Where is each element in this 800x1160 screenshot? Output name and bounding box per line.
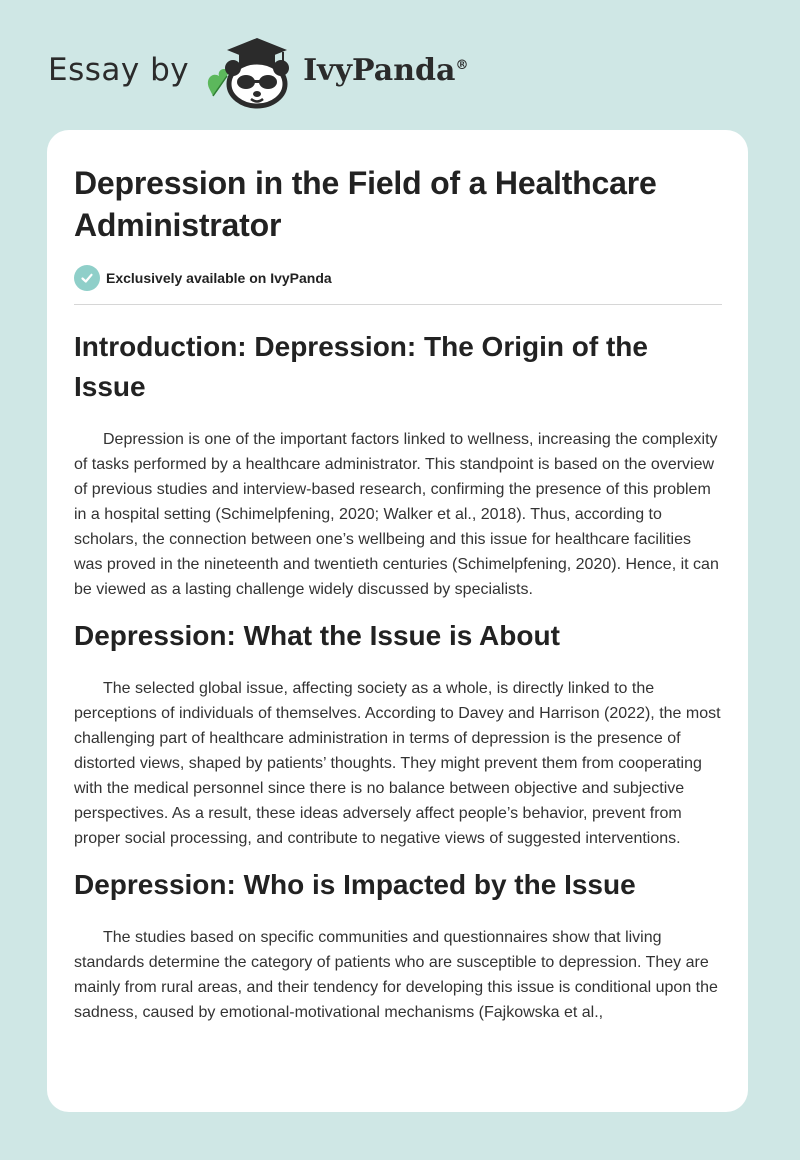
checkmark-icon xyxy=(74,265,100,291)
badge-text: Exclusively available on IvyPanda xyxy=(106,270,332,286)
section-heading: Depression: Who is Impacted by the Issue xyxy=(74,869,636,900)
brand-prefix: Essay by xyxy=(48,52,190,88)
section-paragraph: The studies based on specific communities and questionnaires show that living standards determine the category of patients who are susceptible to depression. They are mainly from rural areas, and their tendency for developing this issue is conditional upon the sadness, caused by emotional-motivational mechanisms (Fajkowska et al., xyxy=(74,929,718,1021)
article-card xyxy=(47,130,748,1112)
section-paragraph: Depression is one of the important factors linked to wellness, increasing the complexity of tasks performed by a healthcare administrator. This standpoint is based on the overview of previous studies and interview-based research, confirming the presence of this problem in a hospital setting (Schimelpfening, 2020; Walker et al., 2018). Thus, according to scholars, the connection between one’s wellbeing and this issue for healthcare facilities was proved in the nineteenth and twentieth centuries (Schimelpfening, 2020). Hence, it can be viewed as a lasting challenge widely discussed by specialists. xyxy=(74,431,719,598)
section-paragraph: The selected global issue, affecting society as a whole, is directly linked to the perceptions of individuals of themselves. According to Davey and Harrison (2022), the most challenging part of healthcare administration in terms of depression is the presence of distorted views, shaped by patients’ thoughts. They might prevent them from cooperating with the medical personnel since there is no balance between objective and subjective perspectives. As a result, these ideas adversely affect people’s behavior, prevent from proper social processing, and contribute to negative views of suggested interventions. xyxy=(74,680,721,847)
section-heading: Depression: What the Issue is About xyxy=(74,620,560,651)
divider xyxy=(74,304,722,305)
brand-name xyxy=(303,53,468,88)
brand-name-text: IvyPanda xyxy=(303,52,456,88)
panda-logo-icon xyxy=(203,30,299,110)
section-heading: Introduction: Depression: The Origin of the Issue xyxy=(74,331,648,402)
exclusive-badge xyxy=(74,264,722,292)
brand-header[interactable] xyxy=(48,30,468,110)
article-title: Depression in the Field of a Healthcare Administrator xyxy=(74,165,657,243)
registered-mark: ® xyxy=(455,57,469,73)
